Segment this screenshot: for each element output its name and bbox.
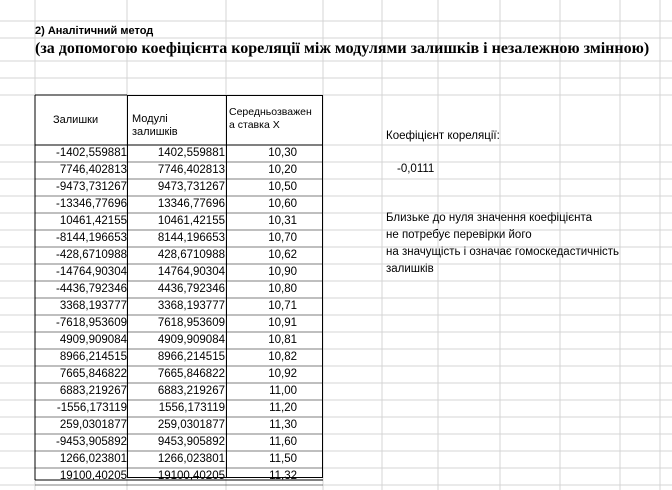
header-rate-line2: а ставка X	[229, 119, 280, 131]
module-cell[interactable]: 7618,953609	[157, 317, 225, 329]
module-cell[interactable]: 7665,846822	[157, 368, 225, 380]
rate-cell[interactable]: 10,20	[268, 164, 297, 176]
residual-cell[interactable]: -7618,953609	[56, 317, 127, 329]
residual-cell[interactable]: 6883,219267	[59, 385, 127, 397]
module-cell[interactable]: 1556,173119	[158, 402, 225, 414]
residual-cell[interactable]: 19100,40205	[59, 470, 127, 482]
header-modules-line1: Модулі	[132, 113, 168, 125]
residual-cell[interactable]: -428,6710988	[56, 249, 127, 261]
module-cell[interactable]: 259,0301877	[157, 419, 225, 431]
header-residuals[interactable]: Залишки	[53, 114, 99, 126]
conclusion-line-3[interactable]: на значущість і означає гомоскедастичність	[386, 246, 620, 258]
rate-cell[interactable]: 10,62	[268, 249, 297, 261]
module-cell[interactable]: 428,6710988	[157, 249, 225, 261]
module-cell[interactable]: 1266,023801	[157, 453, 225, 465]
conclusion-line-2[interactable]: не потребує перевірки його	[386, 229, 532, 241]
residual-cell[interactable]: 7746,402813	[59, 164, 127, 176]
conclusion-line-1[interactable]: Близьке до нуля значення коефіцієнта	[386, 212, 592, 224]
residual-cell[interactable]: 259,0301877	[59, 419, 127, 431]
module-cell[interactable]: 14764,90304	[157, 266, 225, 278]
module-cell[interactable]: 19100,40205	[157, 470, 225, 482]
conclusion-line-4[interactable]: залишків	[386, 263, 434, 275]
module-cell[interactable]: 4436,792346	[157, 283, 225, 295]
header-rate-line1: Середньозважен	[229, 106, 312, 118]
rate-cell[interactable]: 10,70	[268, 232, 297, 244]
correlation-label[interactable]: Коефіцієнт кореляції:	[386, 130, 500, 142]
residual-cell[interactable]: 8966,214515	[59, 351, 127, 363]
residual-cell[interactable]: -9453,905892	[56, 436, 127, 448]
module-cell[interactable]: 13346,77696	[157, 198, 225, 210]
header-modules-line2: залишків	[132, 126, 178, 138]
rate-cell[interactable]: 11,30	[269, 419, 297, 431]
rate-cell[interactable]: 10,31	[268, 215, 297, 227]
rate-cell[interactable]: 10,81	[268, 334, 297, 346]
module-cell[interactable]: 1402,559881	[157, 147, 225, 159]
rate-cell[interactable]: 11,60	[269, 436, 297, 448]
rate-cell[interactable]: 10,71	[268, 300, 297, 312]
residual-cell[interactable]: -4436,792346	[56, 283, 127, 295]
module-cell[interactable]: 3368,193777	[157, 300, 225, 312]
module-cell[interactable]: 7746,402813	[157, 164, 225, 176]
residual-cell[interactable]: -1402,559881	[56, 147, 127, 159]
residual-cell[interactable]: -8144,196653	[56, 232, 127, 244]
rate-cell[interactable]: 11,00	[269, 385, 297, 397]
residual-cell[interactable]: 3368,193777	[59, 300, 127, 312]
module-cell[interactable]: 4909,909084	[157, 334, 225, 346]
residual-cell[interactable]: -9473,731267	[56, 181, 127, 193]
module-cell[interactable]: 8144,196653	[157, 232, 225, 244]
residual-cell[interactable]: 1266,023801	[59, 453, 127, 465]
module-cell[interactable]: 9473,731267	[157, 181, 225, 193]
module-cell[interactable]: 9453,905892	[157, 436, 225, 448]
rate-cell[interactable]: 10,91	[268, 317, 297, 329]
residual-cell[interactable]: 7665,846822	[59, 368, 127, 380]
module-cell[interactable]: 8966,214515	[157, 351, 225, 363]
rate-cell[interactable]: 11,50	[269, 453, 297, 465]
residual-cell[interactable]: -1556,173119	[56, 402, 127, 414]
rate-cell[interactable]: 10,92	[268, 368, 297, 380]
rate-cell[interactable]: 10,90	[268, 266, 297, 278]
correlation-value[interactable]: -0,0111	[397, 163, 435, 175]
subtitle: (за допомогою коефіцієнта кореляції між модулями залишків і незалежною змінною)	[35, 40, 650, 57]
rate-cell[interactable]: 10,50	[268, 181, 297, 193]
rate-cell[interactable]: 10,30	[268, 147, 297, 159]
residual-cell[interactable]: -13346,77696	[56, 198, 127, 210]
rate-cell[interactable]: 10,80	[268, 283, 297, 295]
rate-cell[interactable]: 11,32	[269, 470, 297, 482]
rate-cell[interactable]: 10,60	[268, 198, 297, 210]
residual-cell[interactable]: 10461,42155	[59, 215, 127, 227]
residual-cell[interactable]: -14764,90304	[56, 266, 127, 278]
section-title: 2) Аналітичний метод	[35, 25, 154, 37]
rate-cell[interactable]: 10,82	[268, 351, 297, 363]
module-cell[interactable]: 10461,42155	[157, 215, 225, 227]
rate-cell[interactable]: 11,20	[269, 402, 297, 414]
module-cell[interactable]: 6883,219267	[157, 385, 225, 397]
residual-cell[interactable]: 4909,909084	[59, 334, 127, 346]
